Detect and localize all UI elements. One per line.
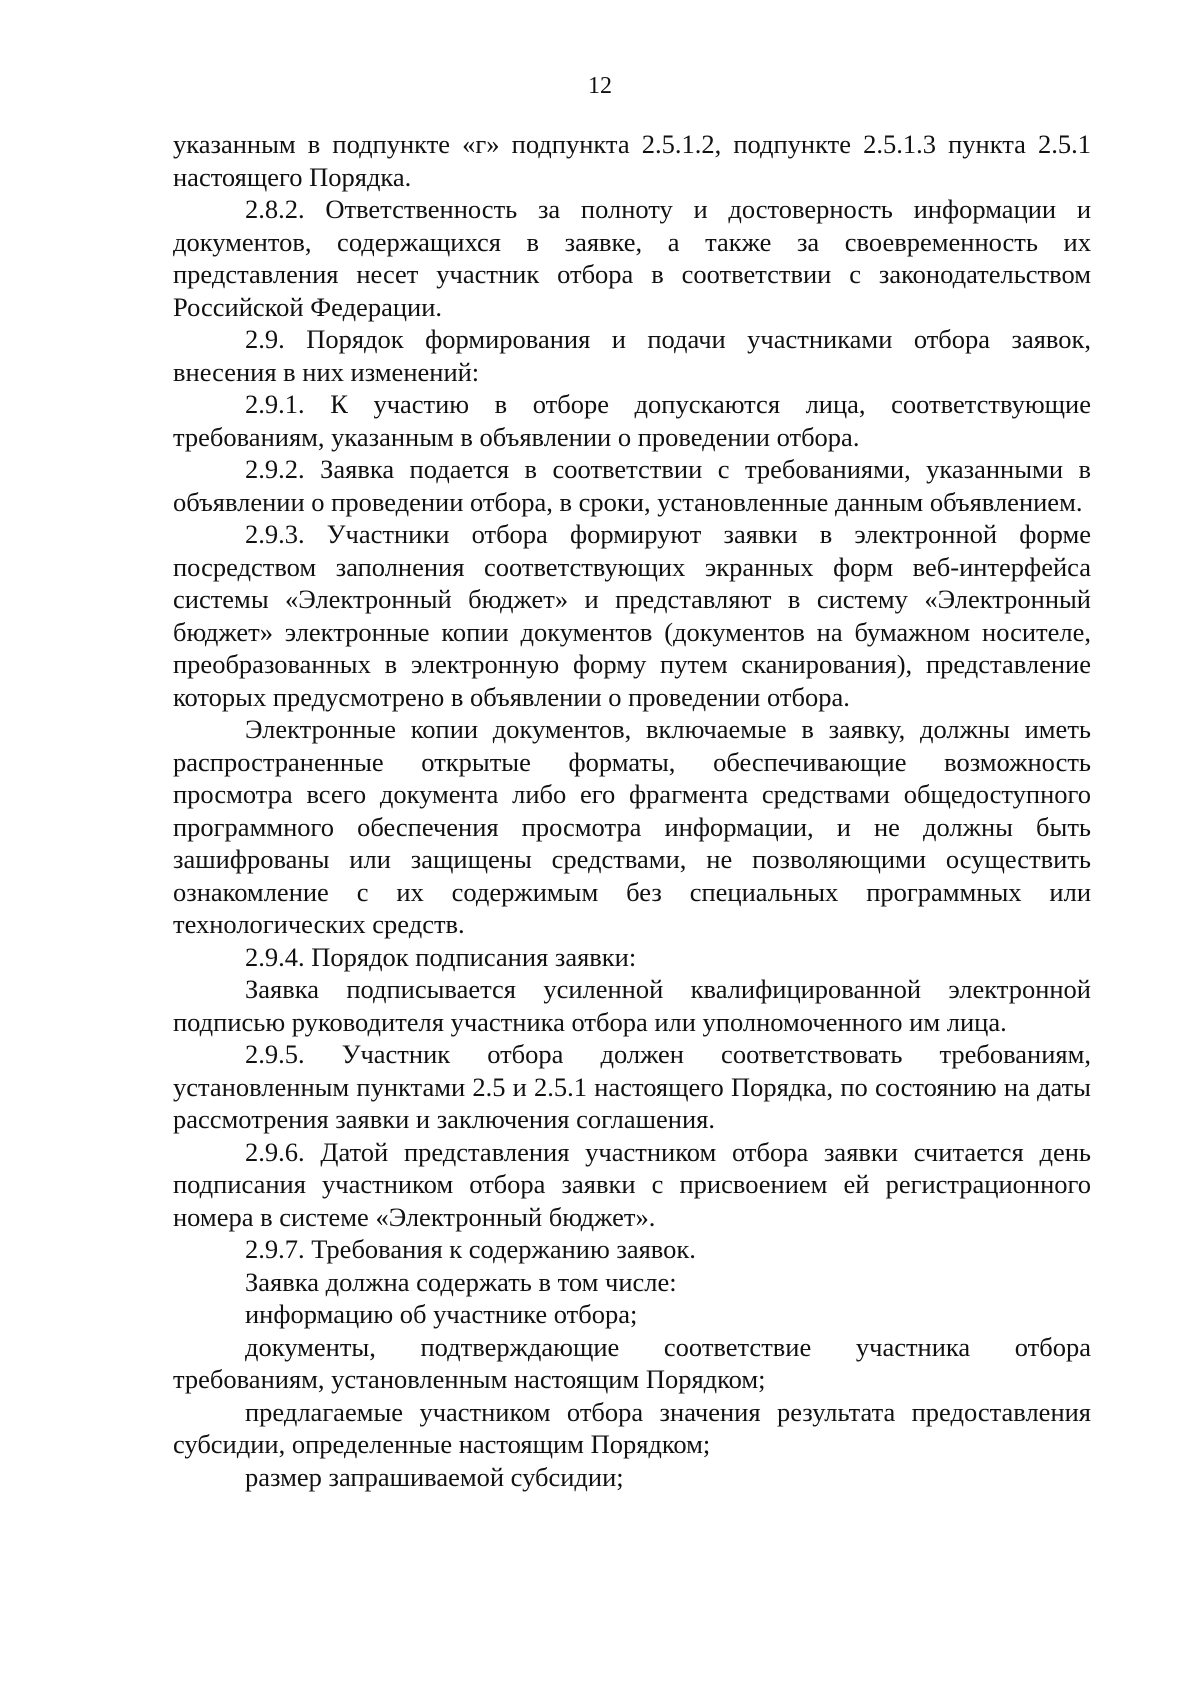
list-item-subsidy-amount: размер запрашиваемой субсидии; (245, 1461, 624, 1492)
paragraph-2-9: 2.9. Порядок формирования и подачи участниками отбора заявок, внесения в них изменений: (173, 324, 1091, 387)
paragraph-2-9-5: 2.9.5. Участник отбора должен соответствовать требованиям, установленным пунктами 2.5 и 2.5.1 настоящего Порядка, по состоянию на даты рассмотрения заявки и заключения соглашения. (173, 1039, 1091, 1134)
list-item-participant-info: информацию об участнике отбора; (245, 1299, 638, 1329)
paragraph-application-contents: Заявка должна содержать в том числе: (245, 1266, 677, 1297)
paragraph-2-9-2: 2.9.2. Заявка подается в соответствии с требованиями, указанными в объявлении о проведении отбора, в сроки, установленные данным объявлением. (173, 454, 1091, 517)
paragraph-2-9-6: 2.9.6. Датой представления участником отбора заявки считается день подписания участником отбора заявки с присвоением ей регистрационного номера в системе «Электронный бюджет». (173, 1136, 1091, 1232)
paragraph-2-9-3: 2.9.3. Участники отбора формируют заявки в электронной форме посредством заполнения соответствующих экранных форм веб-интерфейса системы «Электронный бюджет» и представляют в систему «Электронный бюджет» электронные копии документов (документов на бумажном носителе, преобразованных в электронную форму путем сканирования), представление которых предусмотрено в объявлении о проведении отбора. (173, 519, 1091, 712)
paragraph-continuation: указанным в подпункте «г» подпункта 2.5.1.2, подпункте 2.5.1.3 пункта 2.5.1 настоящего Порядка. (173, 129, 1091, 192)
list-item-documents: документы, подтверждающие соответствие участника отбора требованиям, установленным настоящим Порядком; (173, 1331, 1091, 1394)
paragraph-electronic-copies: Электронные копии документов, включаемые в заявку, должны иметь распространенные открытые форматы, обеспечивающие возможность просмотра всего документа либо его фрагмента средствами общедоступного программного обеспечения просмотра информации, и не должны быть зашифрованы или защищены средствами, не позволяющими осуществить ознакомление с их содержимым без специальных программных или технологических средств. (173, 714, 1091, 939)
page-number: 12 (588, 73, 612, 99)
paragraph-2-9-4: 2.9.4. Порядок подписания заявки: (245, 941, 637, 972)
paragraph-signing: Заявка подписывается усиленной квалифицированной электронной подписью руководителя участника отбора или уполномоченного им лица. (173, 974, 1091, 1037)
document-body (173, 128, 1091, 1493)
list-item-result-values: предлагаемые участником отбора значения результата предоставления субсидии, определенные настоящим Порядком; (173, 1396, 1091, 1459)
paragraph-2-8-2: 2.8.2. Ответственность за полноту и достоверность информации и документов, содержащихся в заявке, а также за своевременность их представления несет участник отбора в соответствии с законодательством Российской Федерации. (173, 194, 1091, 322)
paragraph-2-9-1: 2.9.1. К участию в отборе допускаются лица, соответствующие требованиям, указанным в объявлении о проведении отбора. (173, 389, 1091, 452)
paragraph-2-9-7: 2.9.7. Требования к содержанию заявок. (245, 1234, 696, 1264)
